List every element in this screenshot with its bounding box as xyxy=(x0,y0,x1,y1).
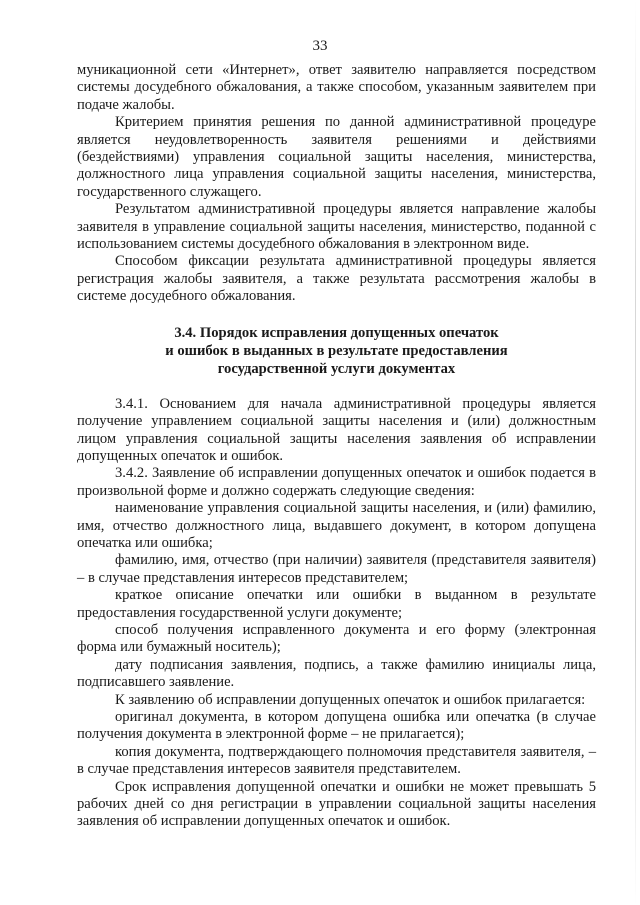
page-number: 33 xyxy=(312,38,328,54)
paragraph: оригинал документа, в котором допущена ошибка или опечатка (в случае получения документа в электронной форме – не прилагается); xyxy=(77,709,596,743)
paragraph: дату подписания заявления, подпись, а также фамилию инициалы лица, подписавшего заявление. xyxy=(77,656,596,691)
heading-line-1: 3.4. Порядок исправления допущенных опечаток xyxy=(174,324,499,341)
paragraph: наименование управления социальной защиты населения, и (или) фамилию, имя, отчество должностного лица, выдавшего документ, в котором допущена опечатка или ошибка; xyxy=(77,500,596,551)
top-paragraphs xyxy=(77,62,596,306)
heading-line-3: государственной услуги документах xyxy=(217,360,456,377)
scan-edge xyxy=(635,0,636,905)
section-heading xyxy=(77,324,596,378)
paragraph: Способом фиксации результата административной процедуры является регистрация жалобы заявителя, а также результата рассмотрения жалобы в системе досудебного обжалования. xyxy=(77,253,596,305)
bottom-paragraphs xyxy=(77,396,596,831)
paragraph: К заявлению об исправлении допущенных опечаток и ошибок прилагается: xyxy=(115,691,586,708)
paragraph: Результатом административной процедуры является направление жалобы заявителя в управление социальной защиты населения, министерство, поданной с использованием системы досудебного обжалования в электронном виде. xyxy=(77,201,596,253)
paragraph: 3.4.1. Основанием для начала административной процедуры является получение управлением социальной защиты населения и (или) должностным лицом управления социальной защиты населения заявления об исправлении допущенных опечаток и ошибок. xyxy=(77,395,596,464)
paragraph: фамилию, имя, отчество (при наличии) заявителя (представителя заявителя) – в случае представления интересов представителем; xyxy=(77,552,596,586)
paragraph: способ получения исправленного документа и его форму (электронная форма или бумажный носитель); xyxy=(77,621,596,656)
paragraph: копия документа, подтверждающего полномочия представителя заявителя, – в случае представления интересов заявителя представителем. xyxy=(77,743,596,778)
paragraph: краткое описание опечатки или ошибки в выданном в результате предоставления государственной услуги документе; xyxy=(77,587,596,621)
heading-line-2: и ошибок в выданных в результате предоставления xyxy=(165,342,508,359)
paragraph: 3.4.2. Заявление об исправлении допущенных опечаток и ошибок подается в произвольной форме и должно содержать следующие сведения: xyxy=(77,465,596,499)
document-body xyxy=(77,62,596,831)
paragraph: Критерием принятия решения по данной административной процедуре является неудовлетворенность заявителя решениями и действиями (бездействиями) управления социальной защиты населения, министерства, должностного лица управления социальной защиты населения, министерства, государственного служащего. xyxy=(77,114,596,200)
paragraph: муникационной сети «Интернет», ответ заявителю направляется посредством системы досудебного обжалования, а также способом, указанным заявителем при подаче жалобы. xyxy=(77,62,596,113)
paragraph: Срок исправления допущенной опечатки и ошибки не может превышать 5 рабочих дней со дня регистрации в управлении социальной защиты населения заявления об исправлении допущенных опечаток и ошибок. xyxy=(77,778,596,830)
